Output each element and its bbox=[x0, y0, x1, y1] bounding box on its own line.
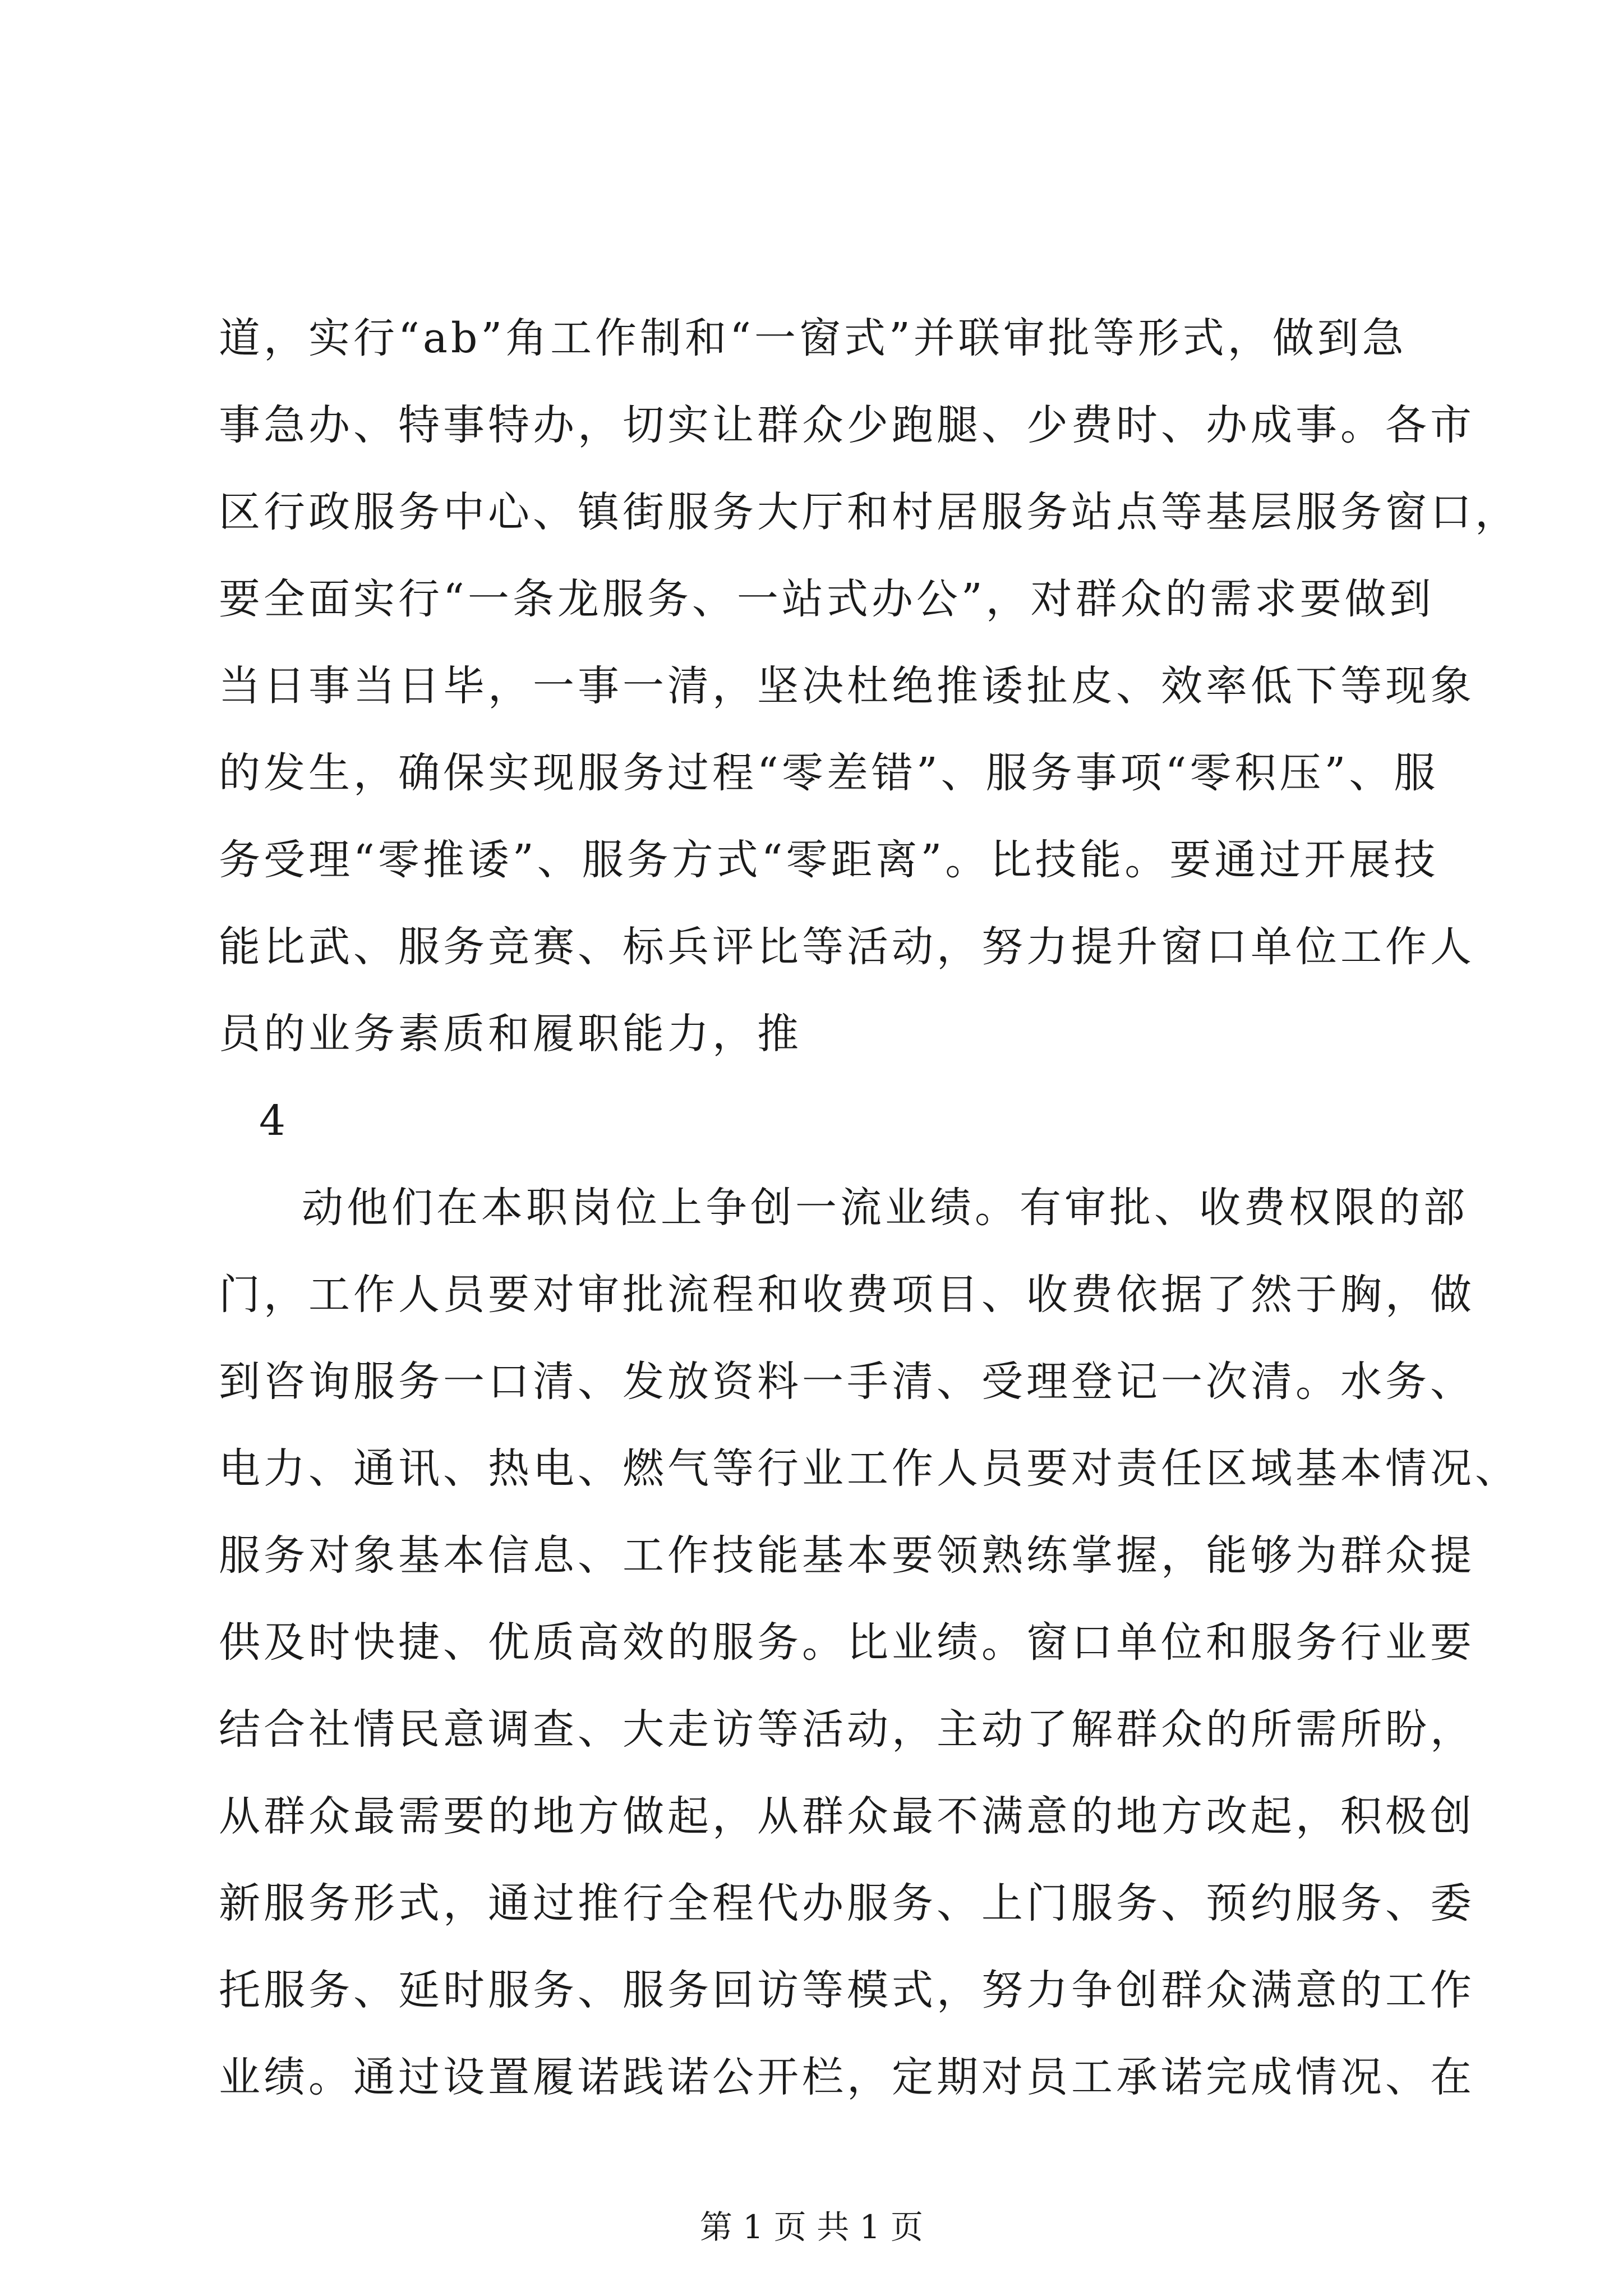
page-footer: 第 1 页 共 1 页 bbox=[700, 2208, 923, 2246]
inline-page-number: 4 bbox=[259, 1097, 286, 1145]
text-line: 门，工作人员要对审批流程和收费项目、收费依据了然于胸，做 bbox=[219, 1271, 1475, 1319]
text-line: 事急办、特事特办，切实让群众少跑腿、少费时、办成事。各市 bbox=[219, 401, 1475, 449]
text-line: 到咨询服务一口清、发放资料一手清、受理登记一次清。水务、 bbox=[219, 1358, 1475, 1406]
text-line: 要全面实行“一条龙服务、一站式办公”，对群众的需求要做到 bbox=[219, 575, 1435, 623]
text-line: 当日事当日毕，一事一清，坚决杜绝推诿扯皮、效率低下等现象 bbox=[219, 662, 1475, 710]
paragraph-first-line: 动他们在本职岗位上争创一流业绩。有审批、收费权限的部 bbox=[302, 1184, 1468, 1232]
text-line: 区行政服务中心、镇街服务大厅和村居服务站点等基层服务窗口， bbox=[219, 488, 1520, 536]
text-line: 员的业务素质和履职能力，推 bbox=[219, 1010, 802, 1058]
text-line: 道，实行“ab”角工作制和“一窗式”并联审批等形式，做到急 bbox=[219, 314, 1407, 362]
text-line: 服务对象基本信息、工作技能基本要领熟练掌握，能够为群众提 bbox=[219, 1531, 1475, 1580]
text-line: 结合社情民意调查、大走访等活动，主动了解群众的所需所盼， bbox=[219, 1705, 1475, 1754]
text-line: 能比武、服务竞赛、标兵评比等活动，努力提升窗口单位工作人 bbox=[219, 923, 1475, 971]
text-line: 业绩。通过设置履诺践诺公开栏，定期对员工承诺完成情况、在 bbox=[219, 2053, 1475, 2101]
text-line: 新服务形式，通过推行全程代办服务、上门服务、预约服务、委 bbox=[219, 1879, 1475, 1927]
text-line: 从群众最需要的地方做起，从群众最不满意的地方改起，积极创 bbox=[219, 1792, 1475, 1841]
text-line: 务受理“零推诿”、服务方式“零距离”。比技能。要通过开展技 bbox=[219, 836, 1439, 884]
text-line: 电力、通讯、热电、燃气等行业工作人员要对责任区域基本情况、 bbox=[219, 1444, 1520, 1493]
text-line: 供及时快捷、优质高效的服务。比业绩。窗口单位和服务行业要 bbox=[219, 1618, 1475, 1667]
text-line: 的发生，确保实现服务过程“零差错”、服务事项“零积压”、服 bbox=[219, 749, 1439, 797]
text-line: 托服务、延时服务、服务回访等模式，努力争创群众满意的工作 bbox=[219, 1966, 1475, 2014]
